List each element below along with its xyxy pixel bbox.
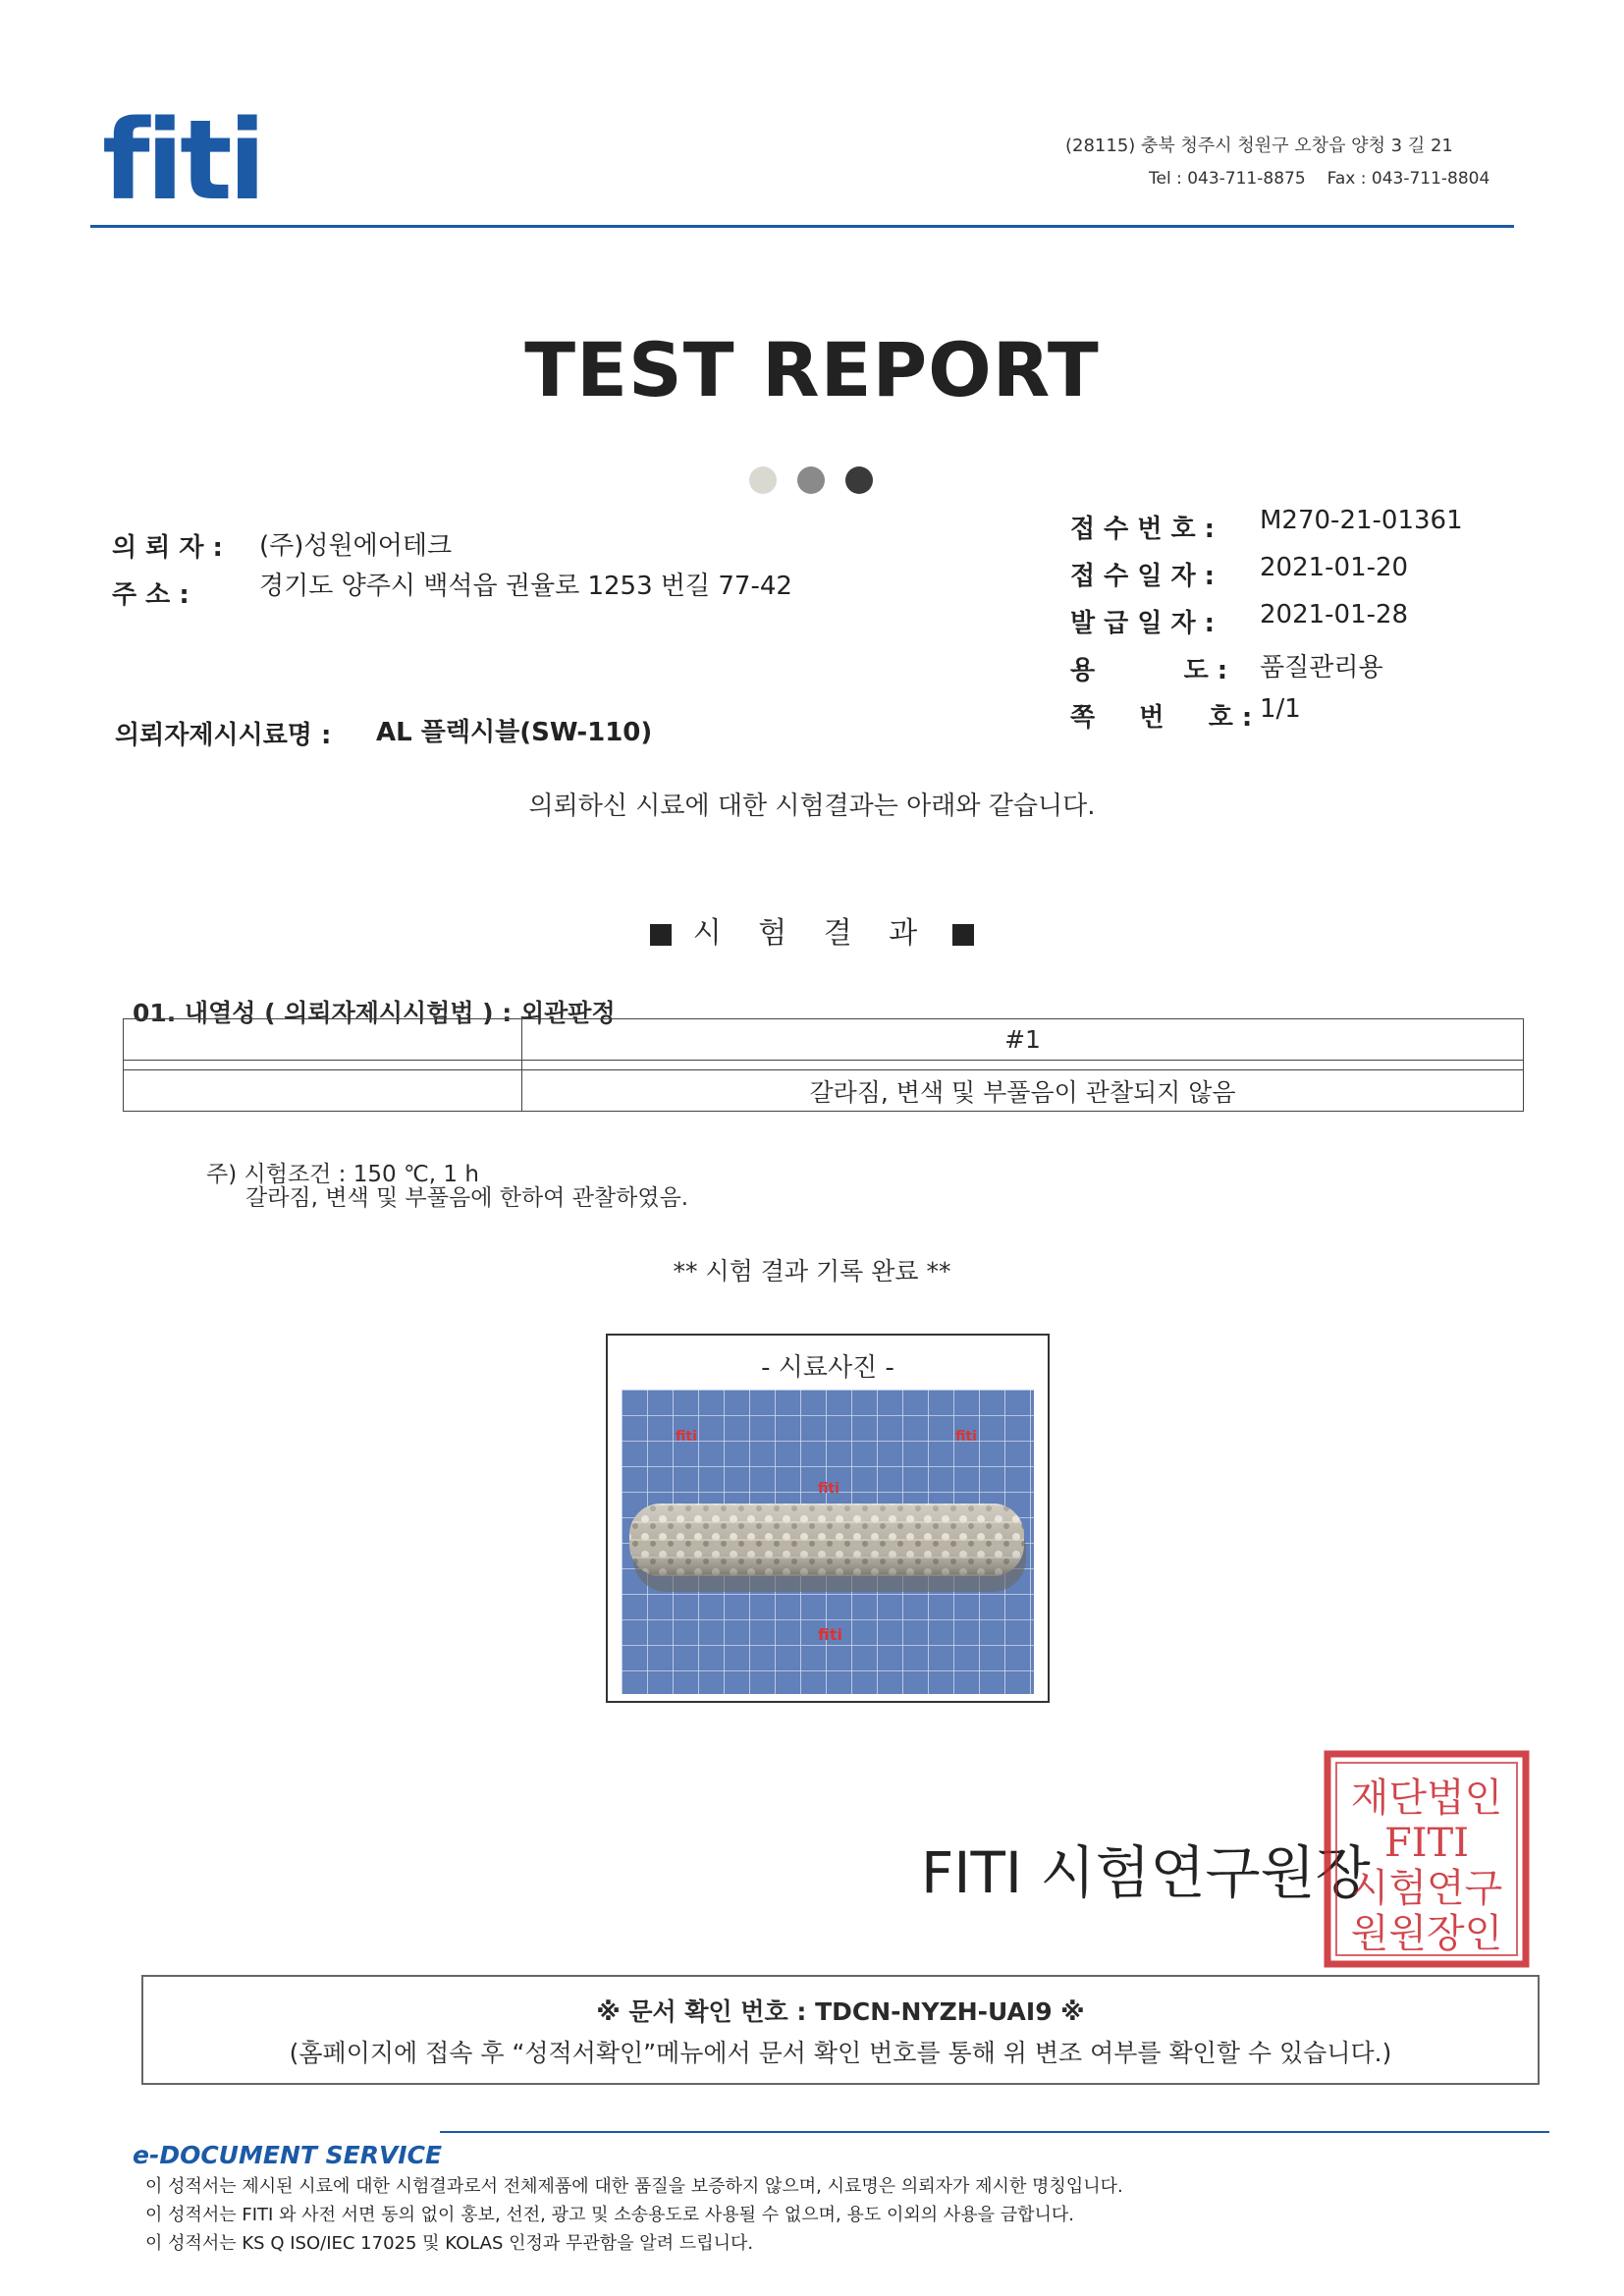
- receipt-no-value: M270-21-01361: [1260, 506, 1463, 535]
- photo-caption: - 시료사진 -: [761, 1353, 894, 1383]
- observation-note: 갈라짐, 변색 및 부풀음에 한하여 관찰하였음.: [245, 1185, 689, 1211]
- receipt-no-label: 접 수 번 호 :: [1070, 515, 1216, 544]
- header-divider: [90, 225, 1514, 228]
- verification-instructions: (홈페이지에 접속 후 “성적서확인”메뉴에서 문서 확인 번호를 통해 위 변조 여부를 확인할 수 있습니다.): [289, 2039, 1392, 2067]
- square-bullet-icon: [952, 924, 974, 946]
- receipt-date-value: 2021-01-20: [1260, 553, 1409, 582]
- seal-line: 원원장인: [1350, 1911, 1503, 1956]
- table-cell: [522, 1061, 1524, 1070]
- sample-label: 의뢰자제시시료명 :: [115, 721, 332, 750]
- table-header-cell: #1: [522, 1019, 1524, 1061]
- dot-dark: [845, 466, 873, 494]
- test-item-heading: 01. 내열성 ( 의뢰자제시시험법 ) : 외관판정: [133, 999, 616, 1027]
- photo-watermark: fiti: [676, 1429, 697, 1445]
- fiti-logo: [102, 108, 357, 216]
- disclaimer-line: 이 성적서는 제시된 시료에 대한 시험결과로서 전체제품에 대한 품질을 보증하지 않으며, 시료명은 의뢰자가 제시한 명칭입니다.: [145, 2176, 1123, 2197]
- sample-photo: [622, 1390, 1034, 1694]
- result-table: [123, 1018, 1524, 1112]
- logo-text: fiti: [102, 108, 263, 216]
- purpose-value: 품질관리용: [1260, 653, 1383, 683]
- report-title: TEST REPORT: [524, 326, 1100, 413]
- page-label: 쪽 번 호 :: [1070, 703, 1253, 733]
- requester-label: 의 뢰 자 :: [112, 533, 223, 563]
- page-value: 1/1: [1260, 694, 1301, 724]
- table-header-row: [124, 1019, 1524, 1061]
- requester-value: (주)성원에어테크: [259, 531, 453, 561]
- photo-watermark: fiti: [955, 1429, 977, 1445]
- purpose-label: 용 도 :: [1070, 656, 1228, 685]
- table-header-cell: [124, 1019, 522, 1061]
- verification-number: ※ 문서 확인 번호 : TDCN-NYZH-UAI9 ※: [596, 1997, 1085, 2026]
- table-cell: 갈라짐, 변색 및 부풀음이 관찰되지 않음: [522, 1070, 1524, 1112]
- contact-info: [1149, 169, 1489, 189]
- table-row: [124, 1061, 1524, 1070]
- intro-text: 의뢰하신 시료에 대한 시험결과는 아래와 같습니다.: [528, 792, 1096, 821]
- section-heading: [0, 908, 1624, 952]
- footer-divider: [440, 2131, 1549, 2133]
- official-seal: [1324, 1750, 1530, 1968]
- disclaimer-line: 이 성적서는 KS Q ISO/IEC 17025 및 KOLAS 인정과 무관함을 알려 드립니다.: [145, 2233, 754, 2254]
- document-verification-box: [141, 1975, 1540, 2085]
- test-condition-note: 주) 시험조건 : 150 ℃, 1 h: [206, 1162, 479, 1187]
- square-bullet-icon: [650, 924, 672, 946]
- company-address: (28115) 충북 청주시 청원구 오창읍 양청 3 길 21: [1065, 136, 1453, 156]
- table-cell: [124, 1061, 522, 1070]
- completion-note: ** 시험 결과 기록 완료 **: [673, 1257, 951, 1285]
- decorative-dots: [749, 466, 877, 494]
- table-cell: [124, 1070, 522, 1112]
- dot-light: [749, 466, 777, 494]
- section-title: 시 험 결 과: [692, 916, 932, 951]
- institute-signature: FITI 시험연구원장: [921, 1839, 1371, 1906]
- address-label: 주 소 :: [112, 580, 189, 610]
- fax-number: Fax : 043-711-8804: [1326, 169, 1490, 189]
- sample-value: AL 플렉시블(SW-110): [376, 718, 653, 747]
- disclaimer-line: 이 성적서는 FITI 와 사전 서면 동의 없이 홍보, 선전, 광고 및 소송용도로 사용될 수 없으며, 용도 이외의 사용을 금합니다.: [145, 2205, 1075, 2225]
- seal-line: FITI: [1383, 1821, 1470, 1866]
- receipt-date-label: 접 수 일 자 :: [1070, 562, 1216, 591]
- seal-line: 시험연구: [1350, 1866, 1503, 1911]
- dot-medium: [797, 466, 825, 494]
- table-row: [124, 1070, 1524, 1112]
- photo-watermark: fiti: [818, 1481, 839, 1497]
- e-document-service-label: e-DOCUMENT SERVICE: [133, 2141, 443, 2169]
- address-value: 경기도 양주시 백석읍 권율로 1253 번길 77-42: [259, 572, 792, 601]
- sample-photo-box: [606, 1334, 1050, 1703]
- tel-number: Tel : 043-711-8875: [1149, 169, 1306, 189]
- issue-date-label: 발 급 일 자 :: [1070, 609, 1216, 638]
- issue-date-value: 2021-01-28: [1260, 600, 1409, 629]
- seal-line: 재단법인: [1350, 1776, 1503, 1821]
- photo-watermark: fiti: [818, 1625, 842, 1644]
